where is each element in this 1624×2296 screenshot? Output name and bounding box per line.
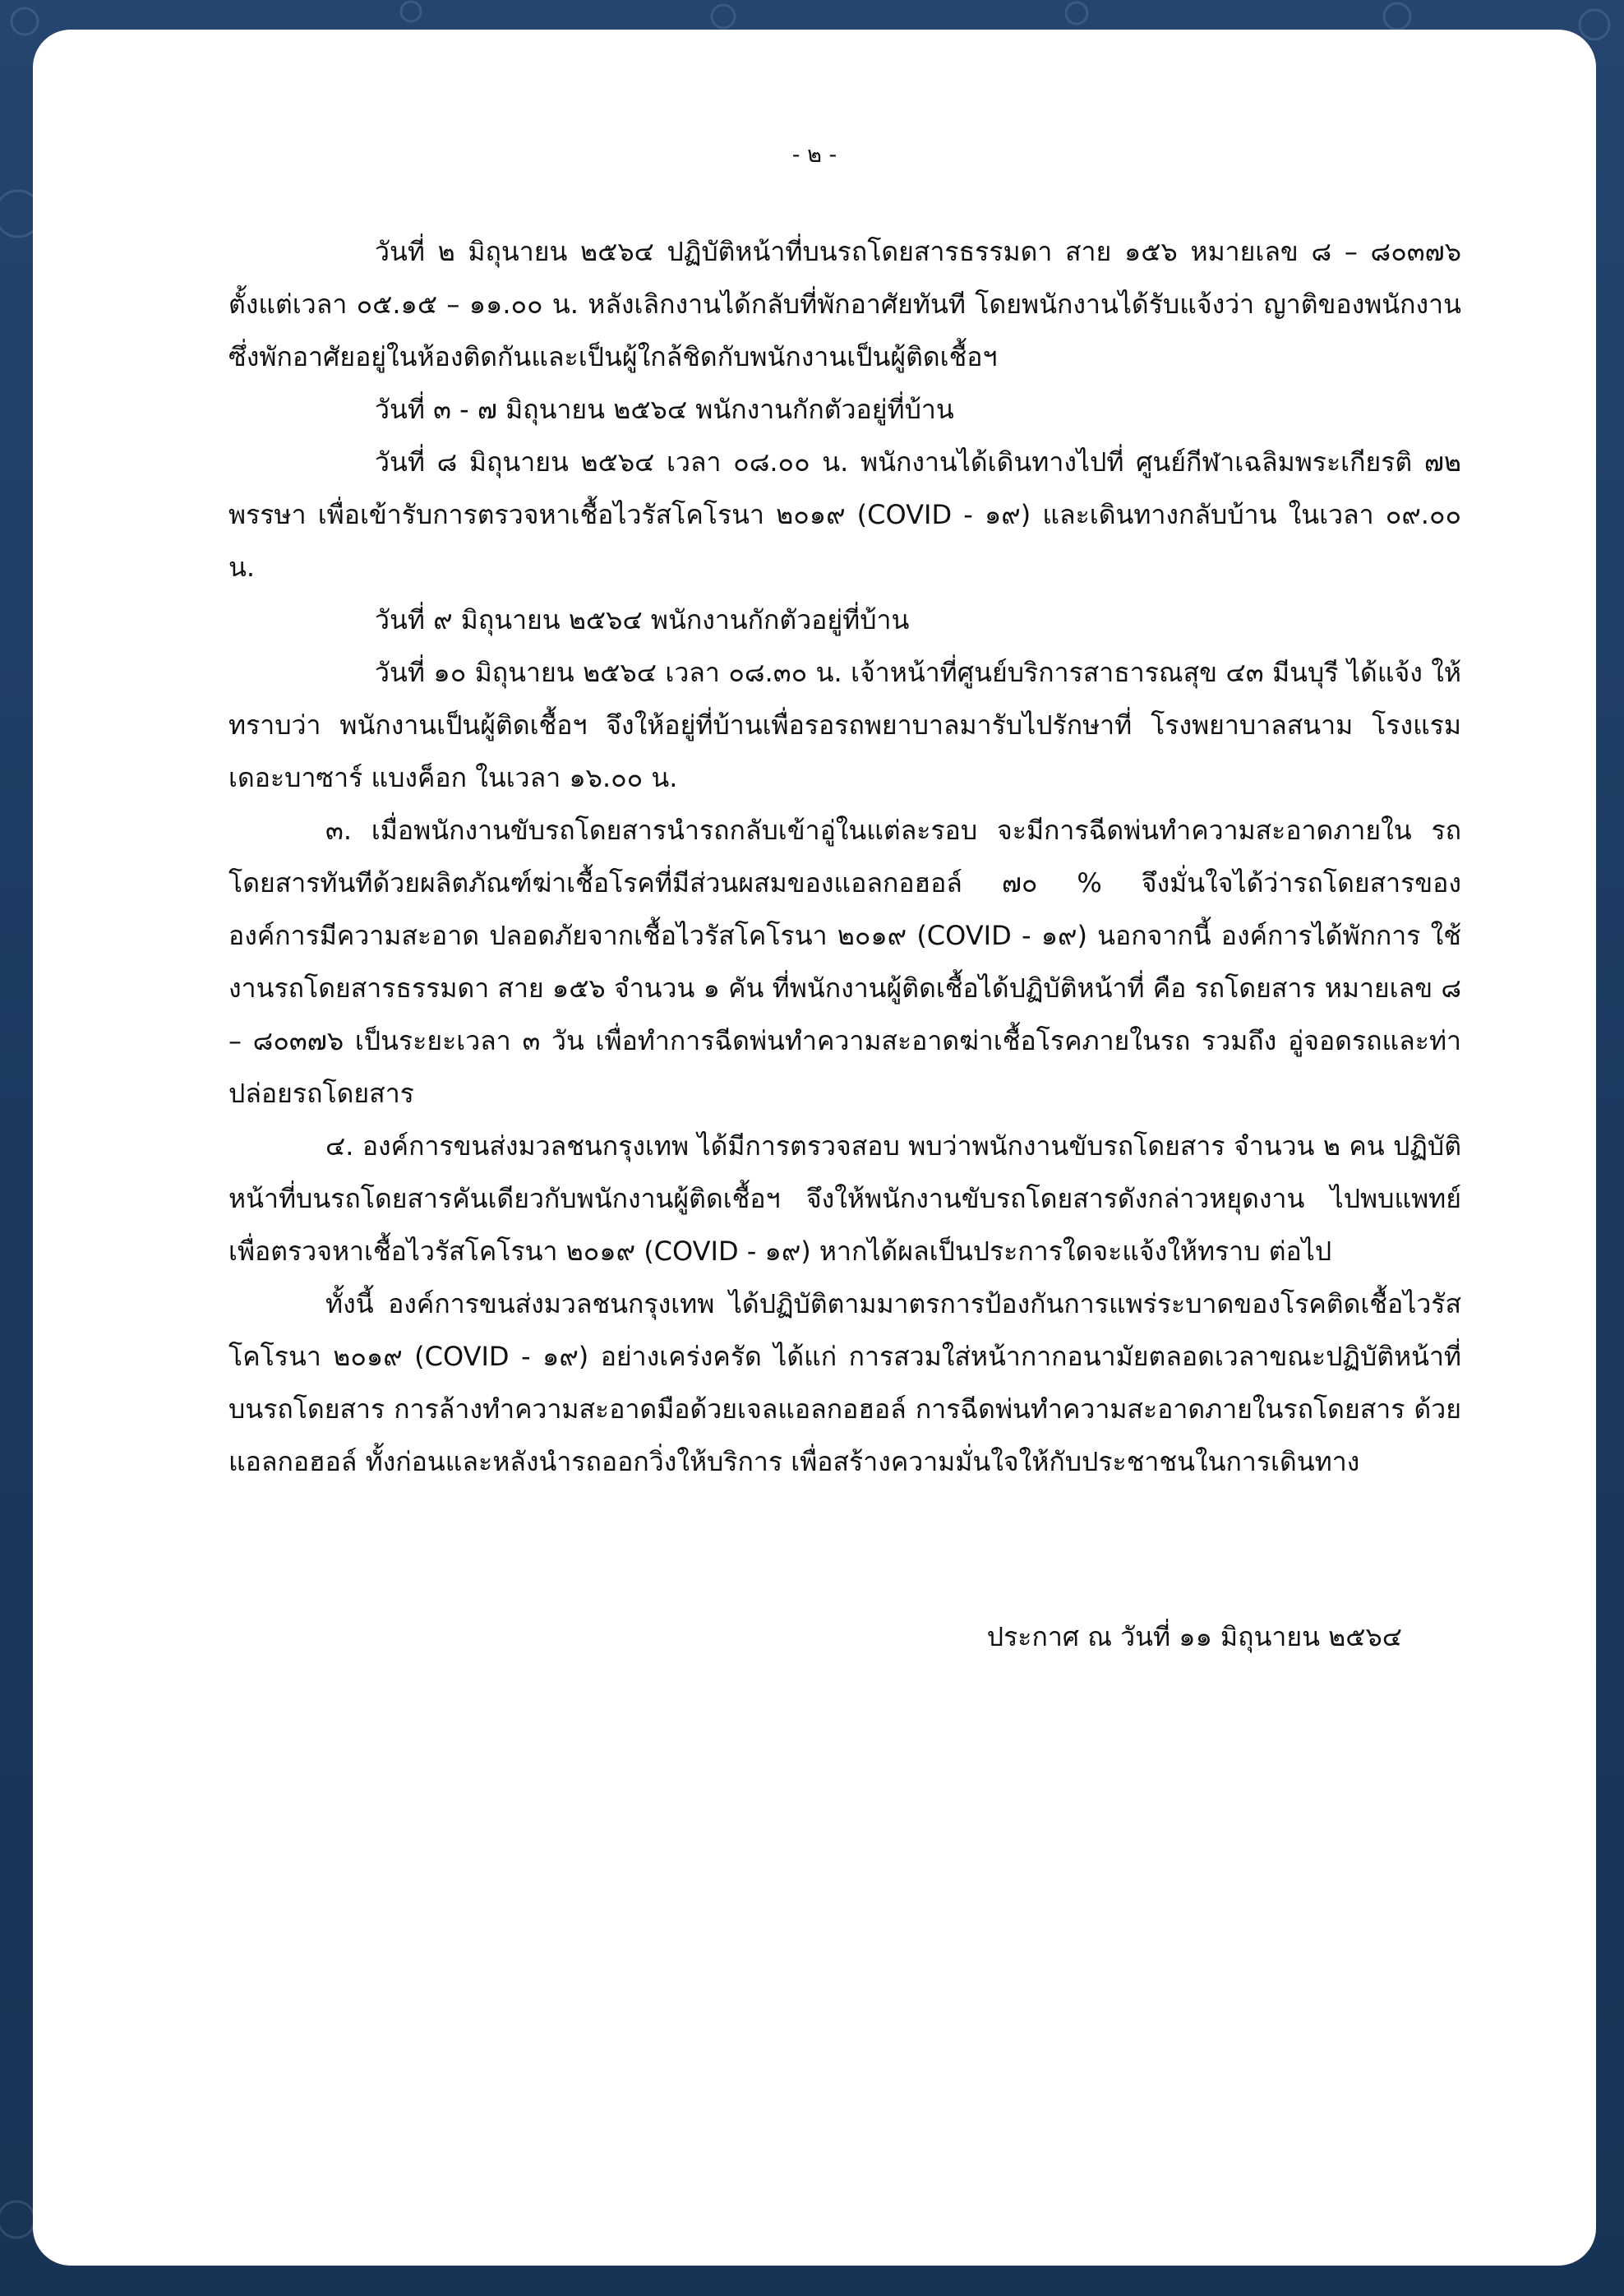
paragraph-june-8: วันที่ ๘ มิถุนายน ๒๕๖๔ เวลา ๐๘.๐๐ น. พนักงานได้เดินทางไปที่ ศูนย์กีฬาเฉลิมพระเกียรติ ๗๒ พรรษา เพื่อเข้ารับการตรวจหาเชื้อไวรัสโคโรนา ๒๐๑๙ (COVID - ๑๙) และเดินทางกลับบ้าน ในเวลา ๐๙.๐๐ น. — [228, 446, 1462, 583]
document-page — [33, 30, 1596, 2266]
paragraph-june-9: วันที่ ๙ มิถุนายน ๒๕๖๔ พนักงานกักตัวอยู่ที่บ้าน — [375, 604, 910, 635]
paragraph-june-2: วันที่ ๒ มิถุนายน ๒๕๖๔ ปฏิบัติหน้าที่บนรถโดยสารธรรมดา สาย ๑๕๖ หมายเลข ๘ – ๘๐๓๗๖ ตั้งแต่เวลา ๐๕.๑๕ – ๑๑.๐๐ น. หลังเลิกงานได้กลับที่พักอาศัยทันที โดยพนักงานได้รับแจ้งว่า ญาติของพนักงาน ซึ่งพักอาศัยอยู่ในห้องติดกันและเป็นผู้ใกล้ชิดกับพนักงานเป็นผู้ติดเชื้อฯ — [228, 236, 1461, 372]
announcement-date: ประกาศ ณ วันที่ ๑๑ มิถุนายน ๒๕๖๔ — [986, 1621, 1402, 1652]
document-body — [228, 225, 1461, 1488]
paragraph-june-10: วันที่ ๑๐ มิถุนายน ๒๕๖๔ เวลา ๐๘.๓๐ น. เจ้าหน้าที่ศูนย์บริการสาธารณสุข ๔๓ มีนบุรี ได้แจ้ง ให้ทราบว่า พนักงานเป็นผู้ติดเชื้อฯ จึงให้อยู่ที่บ้านเพื่อรอรถพยาบาลมารับไปรักษาที่ โรงพยาบาลสนาม โรงแรมเดอะบาซาร์ แบงค็อก ในเวลา ๑๖.๐๐ น. — [228, 657, 1461, 793]
page-number: - ๒ - — [791, 142, 837, 168]
paragraph-measures: ทั้งนี้ องค์การขนส่งมวลชนกรุงเทพ ได้ปฏิบัติตามมาตรการป้องกันการแพร่ระบาดของโรคติดเชื้อไวรัส โคโรนา ๒๐๑๙ (COVID - ๑๙) อย่างเคร่งครัด ได้แก่ การสวมใส่หน้ากากอนามัยตลอดเวลาขณะปฏิบัติหน้าที่ บนรถโดยสาร การล้างทำความสะอาดมือด้วยเจลแอลกอฮอล์ การฉีดพ่นทำความสะอาดภายในรถโดยสาร ด้วยแอลกอฮอล์ ทั้งก่อนและหลังนำรถออกวิ่งให้บริการ เพื่อสร้างความมั่นใจให้กับประชาชนในการเดินทาง — [228, 1288, 1461, 1477]
paragraph-june-3-7: วันที่ ๓ - ๗ มิถุนายน ๒๕๖๔ พนักงานกักตัวอยู่ที่บ้าน — [375, 394, 954, 425]
paragraph-item-3: ๓. เมื่อพนักงานขับรถโดยสารนำรถกลับเข้าอู่ในแต่ละรอบ จะมีการฉีดพ่นทำความสะอาดภายใน รถโดยสารทันทีด้วยผลิตภัณฑ์ฆ่าเชื้อโรคที่มีส่วนผสมของแอลกอฮอล์ ๗๐ % จึงมั่นใจได้ว่ารถโดยสารของ องค์การมีความสะอาด ปลอดภัยจากเชื้อไวรัสโคโรนา ๒๐๑๙ (COVID - ๑๙) นอกจากนี้ องค์การได้พักการ ใช้งานรถโดยสารธรรมดา สาย ๑๕๖ จำนวน ๑ คัน ที่พนักงานผู้ติดเชื้อได้ปฏิบัติหน้าที่ คือ รถโดยสาร หมายเลข ๘ – ๘๐๓๗๖ เป็นระยะเวลา ๓ วัน เพื่อทำการฉีดพ่นทำความสะอาดฆ่าเชื้อโรคภายในรถ รวมถึง อู่จอดรถและท่าปล่อยรถโดยสาร — [228, 815, 1461, 1109]
paragraph-item-4: ๔. องค์การขนส่งมวลชนกรุงเทพ ได้มีการตรวจสอบ พบว่าพนักงานขับรถโดยสาร จำนวน ๒ คน ปฏิบัติหน้าที่บนรถโดยสารคันเดียวกับพนักงานผู้ติดเชื้อฯ จึงให้พนักงานขับรถโดยสารดังกล่าวหยุดงาน ไปพบแพทย์ เพื่อตรวจหาเชื้อไวรัสโคโรนา ๒๐๑๙ (COVID - ๑๙) หากได้ผลเป็นประการใดจะแจ้งให้ทราบ ต่อไป — [228, 1130, 1461, 1267]
